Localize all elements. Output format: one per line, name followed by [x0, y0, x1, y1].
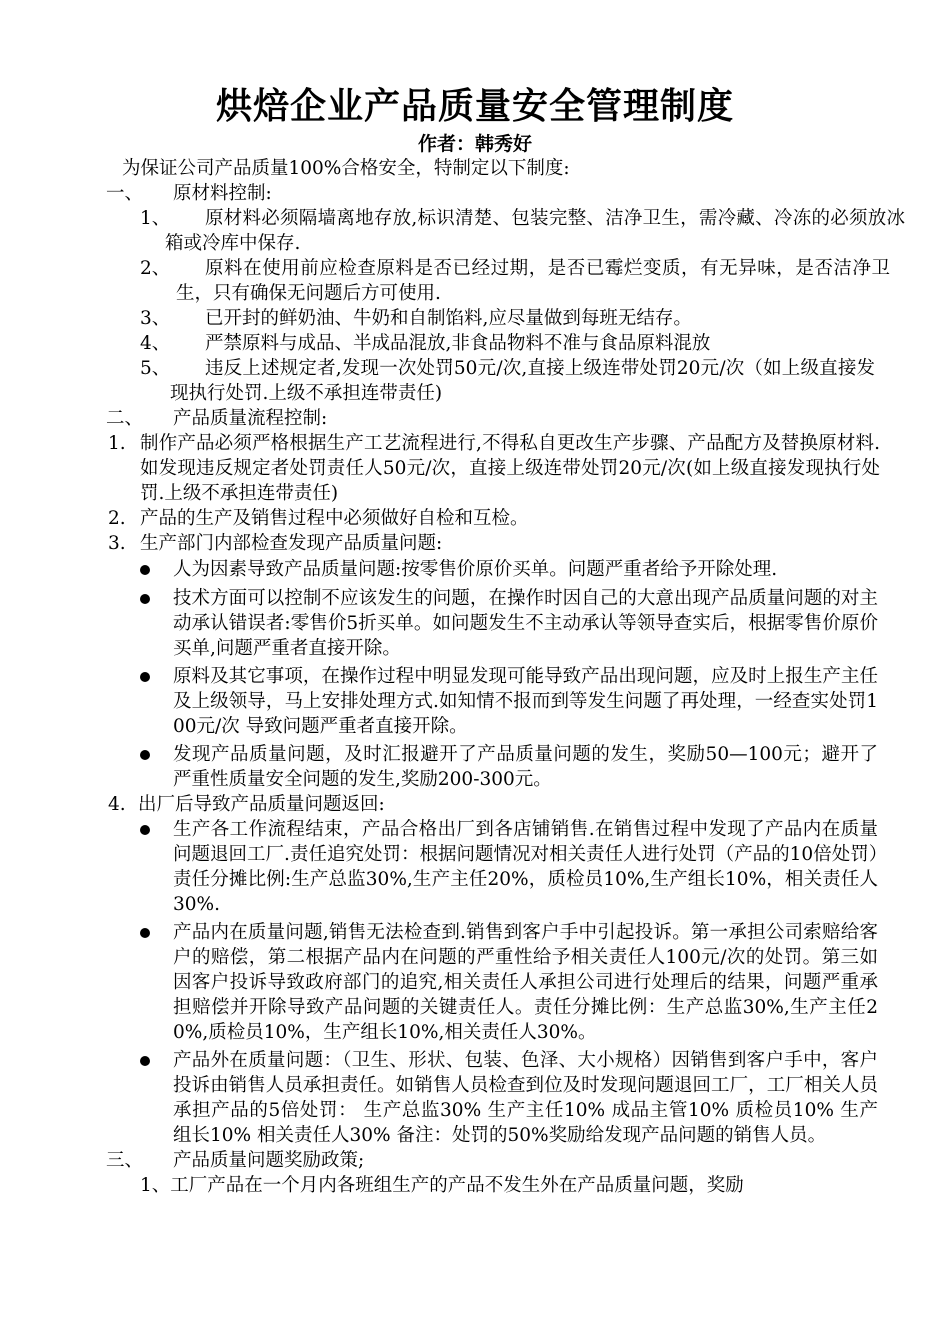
section-number: 三、	[106, 1150, 144, 1171]
section-number: 一、	[106, 183, 144, 204]
bullet-icon	[140, 672, 150, 682]
list-item: 1、 原材料必须隔墙离地存放,标识清楚、包装完整、洁净卫生，需冷藏、冷冻的必须放冰箱或冷库中保存.	[140, 208, 905, 254]
list-item-number: 4、	[140, 333, 171, 354]
paragraph: 1、工厂产品在一个月内各班组生产的产品不发生外在产品质量问题，奖励	[140, 1175, 744, 1196]
bullet-item: 产品外在质量问题：（卫生、形状、包装、色泽、大小规格）因销售到客户手中，客户投诉由销售人员承担责任。如销售人员检查到位及时发现问题退回工厂，工厂相关人员承担产品的5倍处罚： 生产总监30% 生产主任10% 成品主管10% 质检员10% 生产组长10% 相关责任人30% 备注：处罚的50%奖励给发现产品问题的销售人员。	[0, 1048, 878, 1148]
bullet-item: 技术方面可以控制不应该发生的问题，在操作时因自己的大意出现产品质量问题的对主动承认错误者:零售价5折买单。如问题发生不主动承认等领导查实后，根据零售价原价买单,问题严重者直接开除。	[0, 586, 878, 661]
list-item-number: 2、	[140, 258, 171, 279]
list-item-number: 2.	[108, 508, 126, 529]
section-heading-3: 三、 产品质量问题奖励政策;	[106, 1150, 365, 1171]
bullet-icon	[140, 825, 150, 835]
bullet-icon	[140, 928, 150, 938]
bullet-item: 人为因素导致产品质量问题:按零售价原价买单。问题严重者给予开除处理.	[0, 557, 878, 582]
list-item-number: 3、	[140, 308, 171, 329]
intro-paragraph: 为保证公司产品质量100%合格安全，特制定以下制度:	[122, 158, 570, 179]
list-item: 1. 制作产品必须严格根据生产工艺流程进行,不得私自更改生产步骤、产品配方及替换原材料.如发现违反规定者处罚责任人50元/次，直接上级连带处罚20元/次(如上级直接发现执行处罚.上级不承担连带责任)	[108, 433, 880, 504]
bullet-item: 原料及其它事项，在操作过程中明显发现可能导致产品出现问题，应及时上报生产主任及上级领导，马上安排处理方式.如知情不报而到等发生问题了再处理，一经查实处罚100元/次 导致问题严重者直接开除。	[0, 664, 878, 739]
bullet-item: 生产各工作流程结束，产品合格出厂到各店铺销售.在销售过程中发现了产品内在质量问题退回工厂.责任追究处罚：根据问题情况对相关责任人进行处罚（产品的10倍处罚）责任分摊比例:生产总监30%,生产主任20%，质检员10%,生产组长10%，相关责任人30%.	[0, 817, 878, 917]
document-body	[0, 156, 950, 1198]
list-item: 2. 产品的生产及销售过程中必须做好自检和互检。	[108, 508, 529, 529]
list-item: 3、 已开封的鲜奶油、牛奶和自制馅料,应尽量做到每班无结存。	[140, 308, 692, 329]
list-item-number: 3.	[108, 533, 126, 554]
list-item: 3. 生产部门内部检查发现产品质量问题:	[108, 533, 443, 554]
document-author: 作者：韩秀好	[417, 133, 532, 155]
list-item: 4、 严禁原料与成品、半成品混放,非食品物料不准与食品原料混放	[140, 333, 711, 354]
list-item-number: 5、	[140, 358, 171, 379]
list-item: 5、 违反上述规定者,发现一次处罚50元/次,直接上级连带处罚20元/次（如上级直接发现执行处罚.上级不承担连带责任)	[140, 358, 875, 404]
list-item: 4. 出厂后导致产品质量问题返回:	[108, 794, 385, 815]
list-item: 2、 原料在使用前应检查原料是否已经过期，是否已霉烂变质，有无异味，是否洁净卫生，只有确保无问题后方可使用.	[140, 258, 890, 304]
list-item-number: 1、	[140, 208, 171, 229]
list-item-number: 1.	[108, 433, 126, 454]
bullet-icon	[140, 1056, 150, 1066]
bullet-icon	[140, 750, 150, 760]
bullet-icon	[140, 594, 150, 604]
section-heading-1: 一、 原材料控制:	[106, 183, 272, 204]
bullet-item: 产品内在质量问题,销售无法检查到.销售到客户手中引起投诉。第一承担公司索赔给客户的赔偿，第二根据产品内在问题的严重性给予相关责任人100元/次的处罚。第三如因客户投诉导致政府部门的追究,相关责任人承担公司进行处理后的结果，问题严重承担赔偿并开除导致产品问题的关键责任人。责任分摊比例：生产总监30%,生产主任20%,质检员10%，生产组长10%,相关责任人30%。	[0, 920, 878, 1045]
bullet-icon	[140, 565, 150, 575]
list-item-number: 4.	[108, 794, 126, 815]
bullet-item: 发现产品质量问题，及时汇报避开了产品质量问题的发生，奖励50—100元；避开了严重性质量安全问题的发生,奖励200-300元。	[0, 742, 878, 792]
document-title: 烘焙企业产品质量安全管理制度	[215, 85, 734, 127]
section-heading-2: 二、 产品质量流程控制:	[106, 408, 328, 429]
section-number: 二、	[106, 408, 144, 429]
